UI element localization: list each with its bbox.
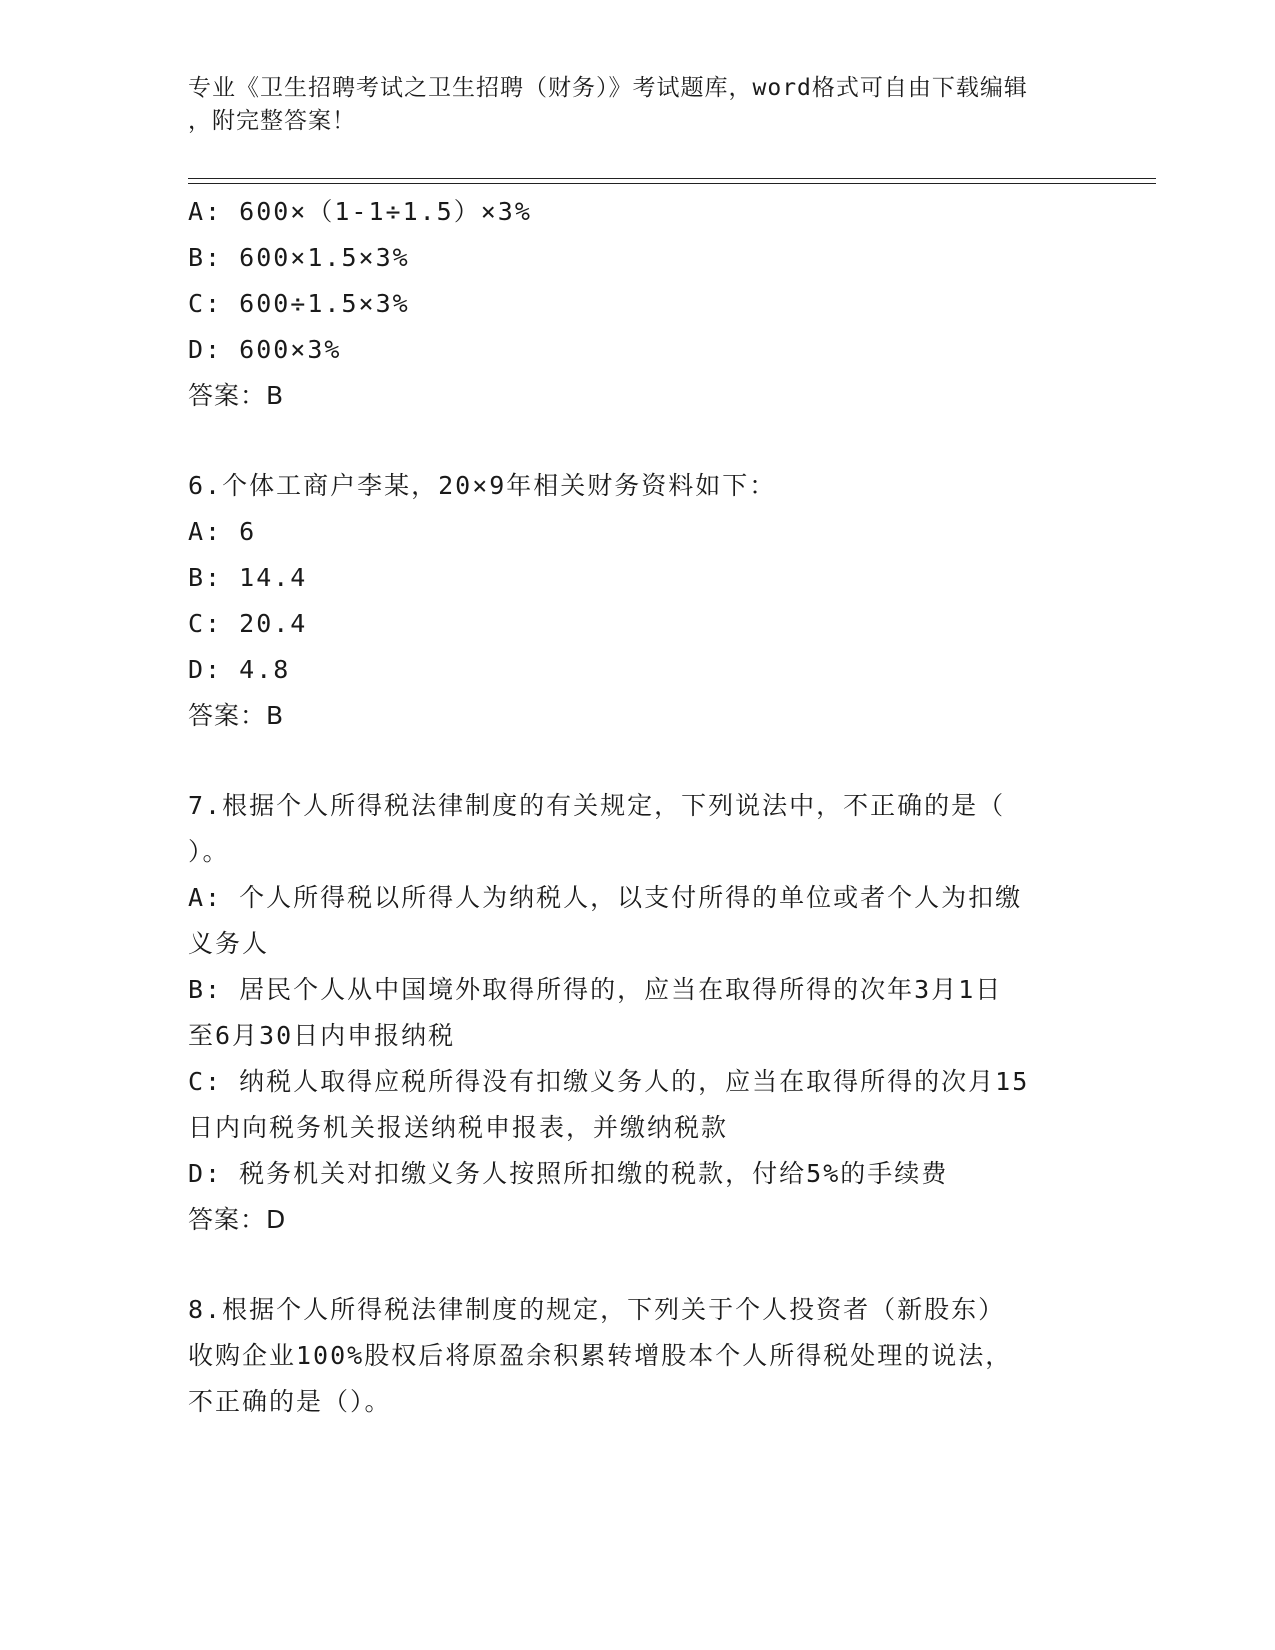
q7-stem-line-1: 7.根据个人所得税法律制度的有关规定，下列说法中，不正确的是（ (188, 791, 1006, 820)
q5-option-b: B: 600×1.5×3% (188, 243, 410, 272)
q7-option-d: D: 税务机关对扣缴义务人按照所扣缴的税款，付给5%的手续费 (188, 1159, 949, 1188)
header-line-2: ，附完整答案！ (188, 108, 356, 134)
q6-option-a: A: 6 (188, 517, 257, 546)
q5-answer: 答案：B (188, 381, 285, 410)
q6-option-d: D: 4.8 (188, 655, 291, 684)
q7-answer: 答案：D (188, 1205, 287, 1234)
q5-option-a: A: 600×（1-1÷1.5）×3% (188, 197, 532, 226)
q5-option-c: C: 600÷1.5×3% (188, 289, 410, 318)
q7-option-a-line-1: A: 个人所得税以所得人为纳税人，以支付所得的单位或者个人为扣缴 (188, 883, 1023, 912)
q6-answer: 答案：B (188, 701, 285, 730)
question-spacer (188, 739, 1088, 783)
q7-stem-line-2: ）。 (188, 837, 230, 866)
q8-stem-line-2: 收购企业100%股权后将原盈余积累转增股本个人所得税处理的说法， (188, 1341, 1013, 1370)
q8-stem-line-1: 8.根据个人所得税法律制度的规定，下列关于个人投资者（新股东） (188, 1295, 1006, 1324)
q6-option-b: B: 14.4 (188, 563, 308, 592)
question-spacer (188, 419, 1088, 463)
q7-option-a-line-2: 义务人 (188, 929, 270, 958)
q7-option-c-line-2: 日内向税务机关报送纳税申报表，并缴纳税款 (188, 1113, 729, 1142)
question-spacer (188, 1243, 1088, 1287)
q7-option-c-line-1: C: 纳税人取得应税所得没有扣缴义务人的，应当在取得所得的次月15 (188, 1067, 1030, 1096)
q6-stem: 6.个体工商户李某，20×9年相关财务资料如下： (188, 471, 777, 500)
header-line-1: 专业《卫生招聘考试之卫生招聘（财务）》考试题库，word格式可自由下载编辑 (188, 75, 1028, 101)
question-5 (188, 189, 1088, 419)
header-divider-bottom (188, 183, 1156, 184)
q6-option-c: C: 20.4 (188, 609, 308, 638)
document-header (188, 72, 1088, 138)
header-divider-top (188, 178, 1156, 179)
q7-option-b-line-2: 至6月30日内申报纳税 (188, 1021, 456, 1050)
q8-stem-line-3: 不正确的是（）。 (188, 1387, 392, 1416)
question-list (188, 189, 1088, 1425)
question-6 (188, 463, 1088, 739)
q7-option-b-line-1: B: 居民个人从中国境外取得所得的，应当在取得所得的次年3月1日 (188, 975, 1003, 1004)
question-7 (188, 783, 1088, 1243)
question-8 (188, 1287, 1088, 1425)
q5-option-d: D: 600×3% (188, 335, 342, 364)
